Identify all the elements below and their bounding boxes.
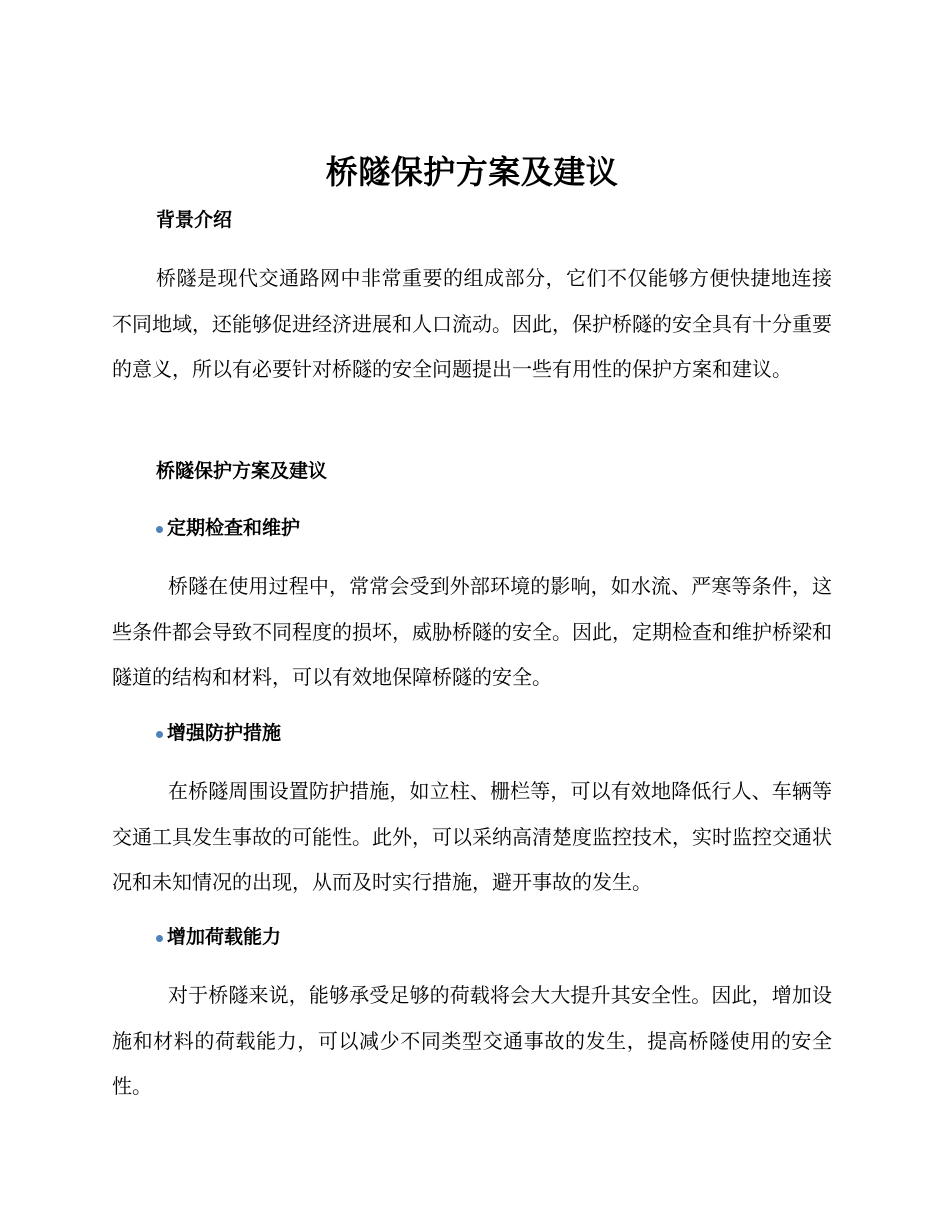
paragraph-background: 桥隧是现代交通路网中非常重要的组成部分，它们不仅能够方便快捷地连接不同地域，还能够促进经济进展和人口流动。因此，保护桥隧的安全具有十分重要的意义，所以有必要针对桥隧的安全问题提出一些有用性的保护方案和建议。 [112, 266, 832, 381]
section-heading-plan: 桥隧保护方案及建议 [156, 460, 328, 482]
document-title: 桥隧保护方案及建议 [325, 153, 619, 191]
bullet-heading-inspection [156, 514, 300, 542]
bullet-heading-protection [156, 719, 281, 747]
bullet-icon [156, 526, 163, 533]
paragraph-load: 对于桥隧来说，能够承受足够的荷载将会大大提升其安全性。因此，增加设施和材料的荷载能力，可以减少不同类型交通事故的发生，提高桥隧使用的安全性。 [112, 983, 832, 1098]
bullet-heading-label: 增加荷载能力 [167, 926, 282, 948]
paragraph-protection: 在桥隧周围设置防护措施，如立柱、栅栏等，可以有效地降低行人、车辆等交通工具发生事故的可能性。此外，可以采纳高清楚度监控技术，实时监控交通状况和未知情况的出现，从而及时实行措施，避开事故的发生。 [112, 779, 832, 894]
bullet-icon [156, 935, 163, 942]
bullet-heading-label: 增强防护措施 [167, 722, 282, 744]
bullet-heading-label: 定期检查和维护 [167, 517, 301, 539]
paragraph-inspection: 桥隧在使用过程中，常常会受到外部环境的影响，如水流、严寒等条件，这些条件都会导致不同程度的损坏，威胁桥隧的安全。因此，定期检查和维护桥梁和隧道的结构和材料，可以有效地保障桥隧的安全。 [112, 574, 832, 689]
bullet-heading-load [156, 923, 281, 951]
section-heading-background: 背景介绍 [156, 209, 233, 231]
bullet-icon [156, 731, 163, 738]
